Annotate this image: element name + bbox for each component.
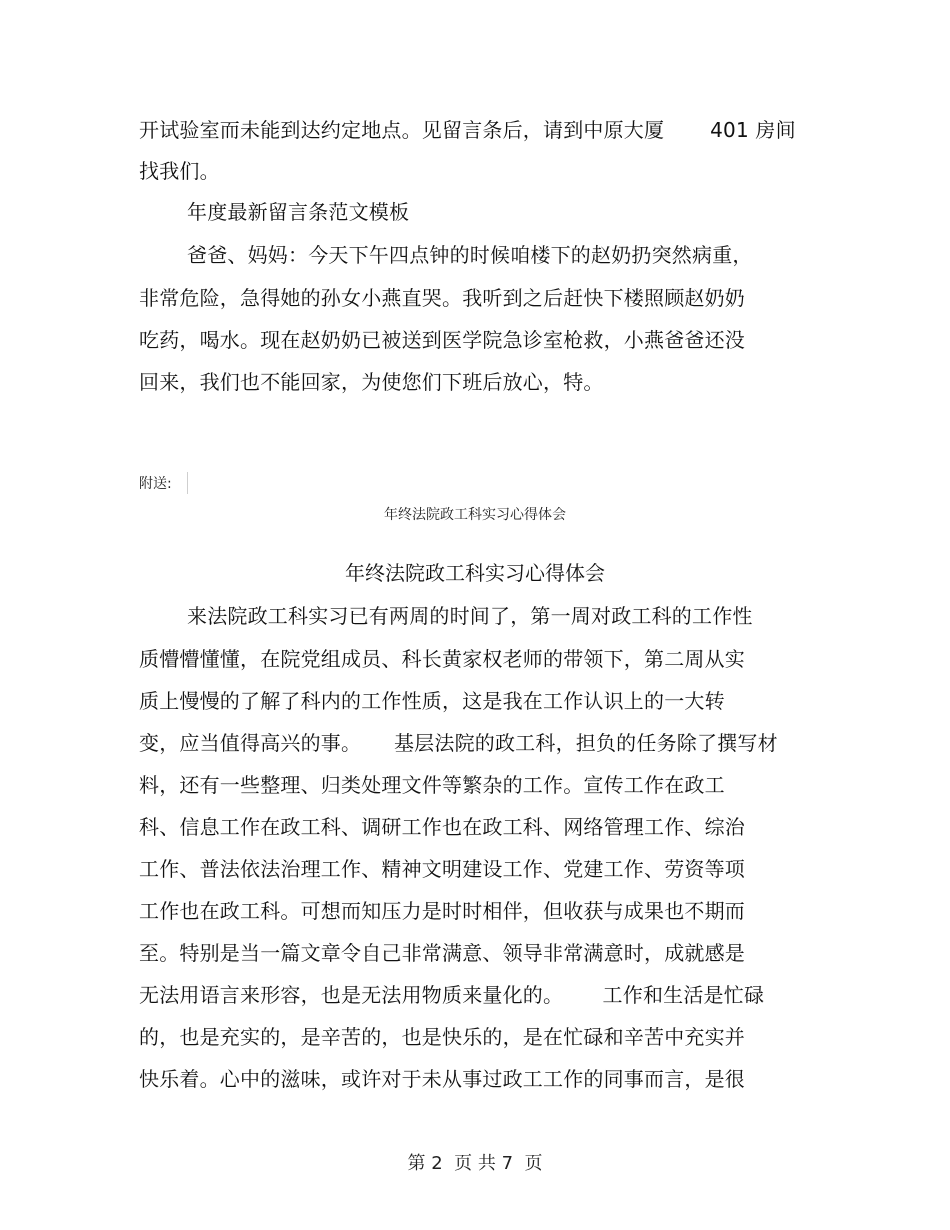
article-text-line: 质上慢慢的了解了科内的工作性质，这是我在工作认识上的一大转 — [139, 689, 725, 713]
section-heading: 年度最新留言条范文模板 — [187, 200, 410, 224]
letter-text-line: 回来，我们也不能回家，为使您们下班后放心，特。 — [139, 370, 604, 394]
article-text-line: 工作、普法依法治理工作、精神文明建设工作、党建工作、劳资等项 — [139, 857, 745, 881]
article-title: 年终法院政工科实习心得体会 — [345, 561, 605, 585]
letter-text-line: 吃药，喝水。现在赵奶奶已被送到医学院急诊室枪救，小燕爸爸还没 — [139, 328, 745, 352]
article-text-line: 变，应当值得高兴的事。 基层法院的政工科，担负的任务除了撰写材 — [139, 731, 778, 755]
body-text-line: 找我们。 — [139, 159, 220, 183]
article-text-line: 科、信息工作在政工科、调研工作也在政工科、网络管理工作、综治 — [139, 815, 745, 839]
body-text-line: 开试验室而未能到达约定地点。见留言条后，请到中原大厦 401 房间 — [139, 118, 796, 142]
letter-text-line: 爸爸、妈妈：今天下午四点钟的时候咱楼下的赵奶扔突然病重， — [187, 243, 753, 267]
article-text-line: 快乐着。心中的滋味，或许对于未从事过政工工作的同事而言，是很 — [139, 1067, 745, 1091]
article-text-line: 质懵懵懂懂，在院党组成员、科长黄家权老师的带领下，第二周从实 — [139, 647, 745, 671]
appendix-subtitle: 年终法院政工科实习心得体会 — [384, 507, 566, 523]
article-text-line: 至。特别是当一篇文章令自己非常满意、领导非常满意时，成就感是 — [139, 941, 745, 965]
appendix-divider — [187, 472, 188, 494]
appendix-label: 附送: — [139, 476, 172, 492]
page-number: 第 2 页 共 7 页 — [407, 1153, 543, 1174]
article-text-line: 工作也在政工科。可想而知压力是时时相伴，但收获与成果也不期而 — [139, 899, 745, 923]
article-text-line: 来法院政工科实习已有两周的时间了，第一周对政工科的工作性 — [187, 604, 753, 628]
article-text-line: 料，还有一些整理、归类处理文件等繁杂的工作。宣传工作在政工 — [139, 773, 725, 797]
article-text-line: 的，也是充实的，是辛苦的，也是快乐的，是在忙碌和辛苦中充实并 — [139, 1025, 745, 1049]
letter-text-line: 非常危险，急得她的孙女小燕直哭。我听到之后赶快下楼照顾赵奶奶 — [139, 286, 745, 310]
article-text-line: 无法用语言来形容，也是无法用物质来量化的。 工作和生活是忙碌 — [139, 983, 765, 1007]
